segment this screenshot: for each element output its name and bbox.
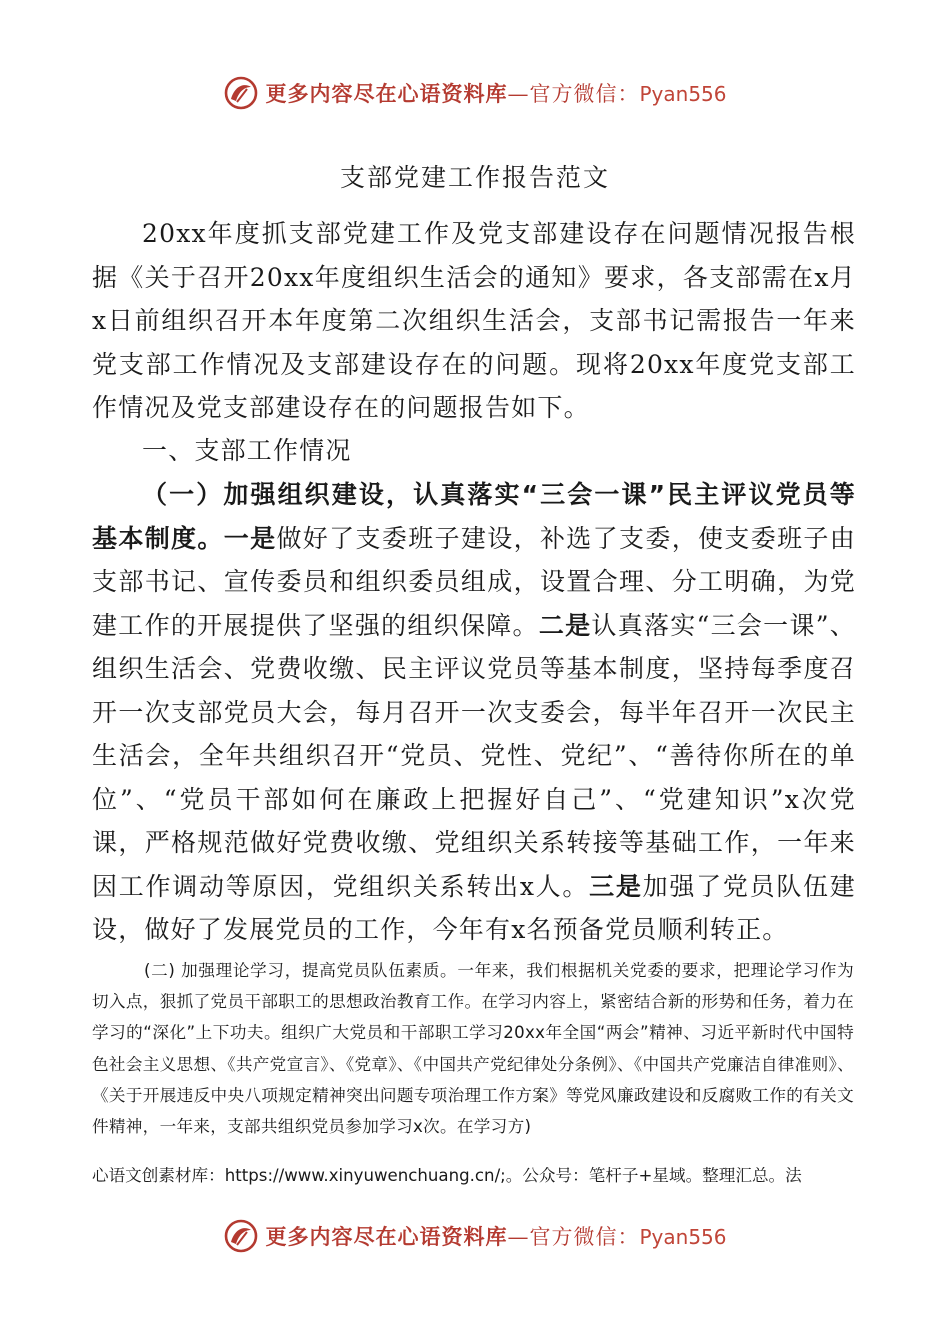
source-line: 心语文创素材库：https://www.xinyuwenchuang.cn/;。公众号：笔杆子+星域。整理汇总。法 bbox=[92, 1166, 802, 1185]
banner-wechat-label: —官方微信： bbox=[507, 1225, 640, 1249]
item-1-paragraph bbox=[92, 473, 856, 952]
xinyu-logo-icon bbox=[223, 1218, 259, 1254]
item-1-text-2: 认真落实“三会一课”、组织生活会、党费收缴、民主评议党员等基本制度，坚持每季度召开一次支部党员大会，每月召开一次支委会，每半年召开一次民主生活会，全年共组织召开“党员、党性、党纪”、“善待你所在的单位”、“党员干部如何在廉政上把握好自己”、“党建知识”x次党课，严格规范做好党费收缴、党组织关系转接等基础工作，一年来因工作调动等原因，党组织关系转出x人。 bbox=[92, 610, 857, 901]
footer-banner bbox=[0, 1211, 950, 1261]
item-1-text-3: 加强了党员队伍建设，做好了发展党员的工作，今年有x名预备党员顺利转正。 bbox=[92, 871, 856, 944]
banner-library-text: 更多内容尽在心语资料库 bbox=[265, 81, 508, 106]
item-1-lead: （一）加强组织建设，认真落实“三会一课”民主评议党员等基本制度。 bbox=[92, 480, 856, 553]
header-banner bbox=[0, 68, 950, 118]
banner-wechat-id: Pyan556 bbox=[639, 1225, 727, 1249]
item-2-paragraph: (二) 加强理论学习，提高党员队伍素质。一年来，我们根据机关党委的要求，把理论学习作为切入点，狠抓了党员干部职工的思想政治教育工作。在学习内容上，紧密结合新的形势和任务，着力在学习的“深化”上下功夫。组织广大党员和干部职工学习20xx年全国“两会”精神、习近平新时代中国特色社会主义思想、《共产党宣言》、《党章》、《中国共产党纪律处分条例》、《中国共产党廉洁自律准则》、《关于开展违反中央八项规定精神突出问题专项治理工作方案》等党风廉政建设和反腐败工作的有关文件精神，一年来，支部共组织党员参加学习x次。在学习方) bbox=[92, 961, 854, 1137]
section-heading-1: 一、支部工作情况 bbox=[142, 436, 352, 465]
intro-paragraph: 20xx年度抓支部党建工作及党支部建设存在问题情况报告根据《关于召开20xx年度组织生活会的通知》要求，各支部需在x月x日前组织召开本年度第二次组织生活会，支部书记需报告一年来党支部工作情况及支部建设存在的问题。现将20xx年度党支部工作情况及党支部建设存在的问题报告如下。 bbox=[92, 219, 856, 422]
xinyu-logo-icon bbox=[223, 75, 259, 111]
banner-wechat-id: Pyan556 bbox=[639, 82, 727, 106]
document-title: 支部党建工作报告范文 bbox=[339, 163, 610, 192]
item-1-marker-3: 三是 bbox=[589, 871, 643, 901]
item-1-marker-2: 二是 bbox=[538, 610, 592, 640]
banner-library-text: 更多内容尽在心语资料库 bbox=[265, 1224, 508, 1249]
item-1-text-1: 做好了支委班子建设，补选了支委，使支委班子由支部书记、宣传委员和组织委员组成，设置合理、分工明确，为党建工作的开展提供了坚强的组织保障。 bbox=[92, 523, 856, 640]
item-1-marker-1: 一是 bbox=[223, 523, 277, 553]
banner-wechat-label: —官方微信： bbox=[507, 82, 640, 106]
